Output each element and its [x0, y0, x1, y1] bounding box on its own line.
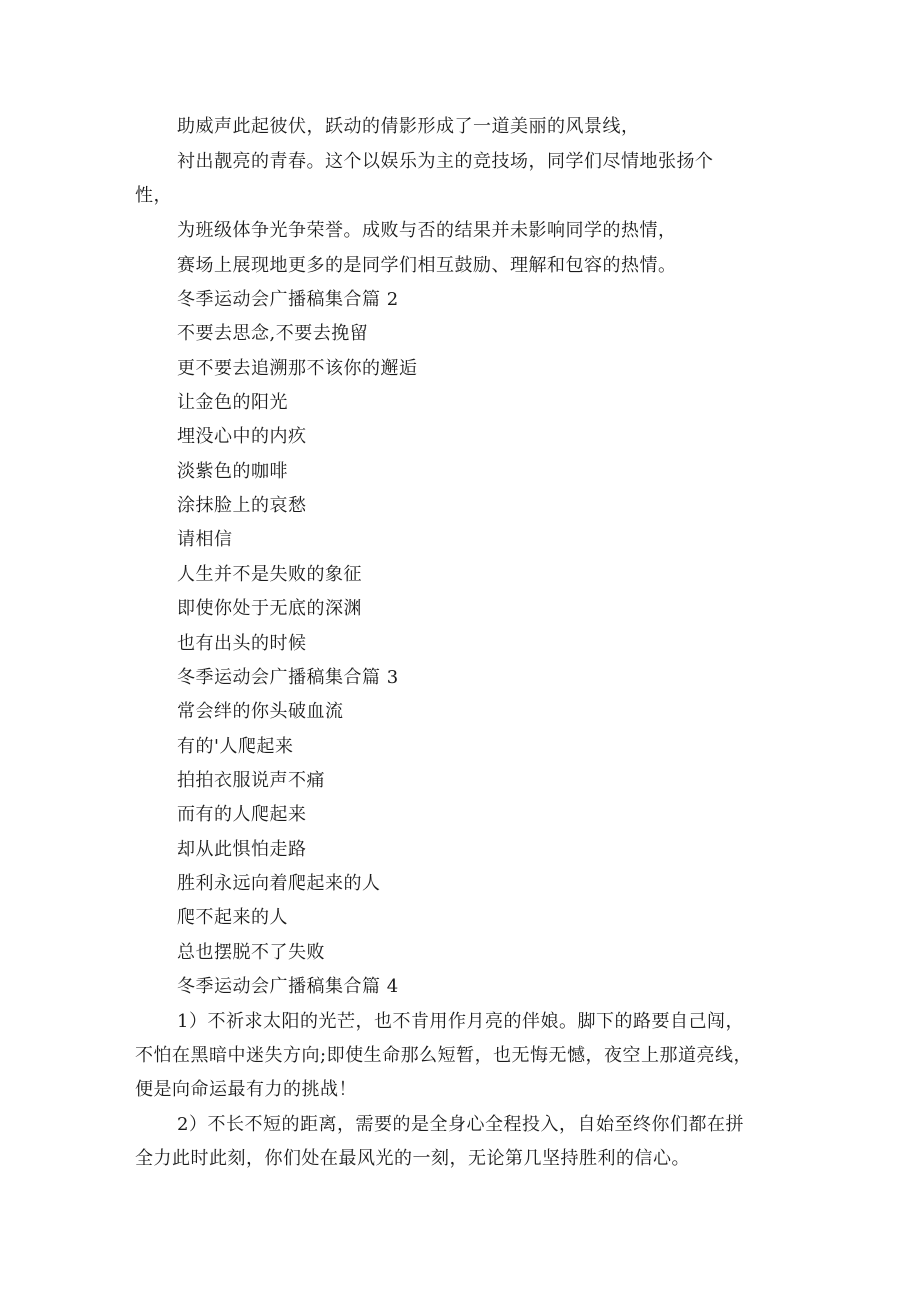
text-line: 不怕在黑暗中迷失方向;即使生命那么短暂，也无悔无憾，夜空上那道亮线，: [135, 1045, 753, 1066]
poem-line: 人生并不是失败的象征: [177, 564, 362, 585]
poem-line: 淡紫色的咖啡: [177, 461, 288, 482]
text-line: 助威声此起彼伏，跃动的倩影形成了一道美丽的风景线，: [177, 116, 640, 137]
text-line: 为班级体争光争荣誉。成败与否的结果并未影响同学的热情，: [177, 220, 677, 241]
text-line: 衬出靓亮的青春。这个以娱乐为主的竞技场，同学们尽情地张扬个: [177, 151, 714, 172]
section-heading: 冬季运动会广播稿集合篇 3: [177, 667, 399, 688]
poem-line: 更不要去追溯那不该你的邂逅: [177, 358, 418, 379]
poem-line: 不要去思念,不要去挽留: [177, 323, 369, 344]
poem-line: 即使你处于无底的深渊: [177, 598, 362, 619]
poem-line: 也有出头的时候: [177, 633, 307, 654]
section-heading: 冬季运动会广播稿集合篇 2: [177, 289, 399, 310]
poem-line: 却从此惧怕走路: [177, 839, 307, 860]
poem-line: 总也摆脱不了失败: [177, 942, 325, 963]
poem-line: 胜利永远向着爬起来的人: [177, 873, 381, 894]
poem-line: 常会绊的你头破血流: [177, 701, 344, 722]
poem-line: 让金色的阳光: [177, 392, 288, 413]
poem-line: 涂抹脸上的哀愁: [177, 495, 307, 516]
text-line: 1）不祈求太阳的光芒，也不肯用作月亮的伴娘。脚下的路要自己闯，: [177, 1011, 744, 1032]
text-line: 便是向命运最有力的挑战！: [135, 1079, 357, 1100]
text-line: 赛场上展现地更多的是同学们相互鼓励、理解和包容的热情。: [177, 255, 677, 276]
poem-line: 拍拍衣服说声不痛: [177, 770, 325, 791]
text-line: 全力此时此刻，你们处在最风光的一刻，无论第几坚持胜利的信心。: [135, 1148, 690, 1169]
poem-line: 爬不起来的人: [177, 907, 288, 928]
text-line: 2）不长不短的距离，需要的是全身心全程投入，自始至终你们都在拼: [177, 1114, 744, 1135]
poem-line: 而有的人爬起来: [177, 804, 307, 825]
poem-line: 有的'人爬起来: [177, 736, 294, 757]
poem-line: 请相信: [177, 529, 233, 550]
poem-line: 埋没心中的内疚: [177, 426, 307, 447]
section-heading: 冬季运动会广播稿集合篇 4: [177, 976, 399, 997]
text-line: 性，: [135, 185, 172, 206]
